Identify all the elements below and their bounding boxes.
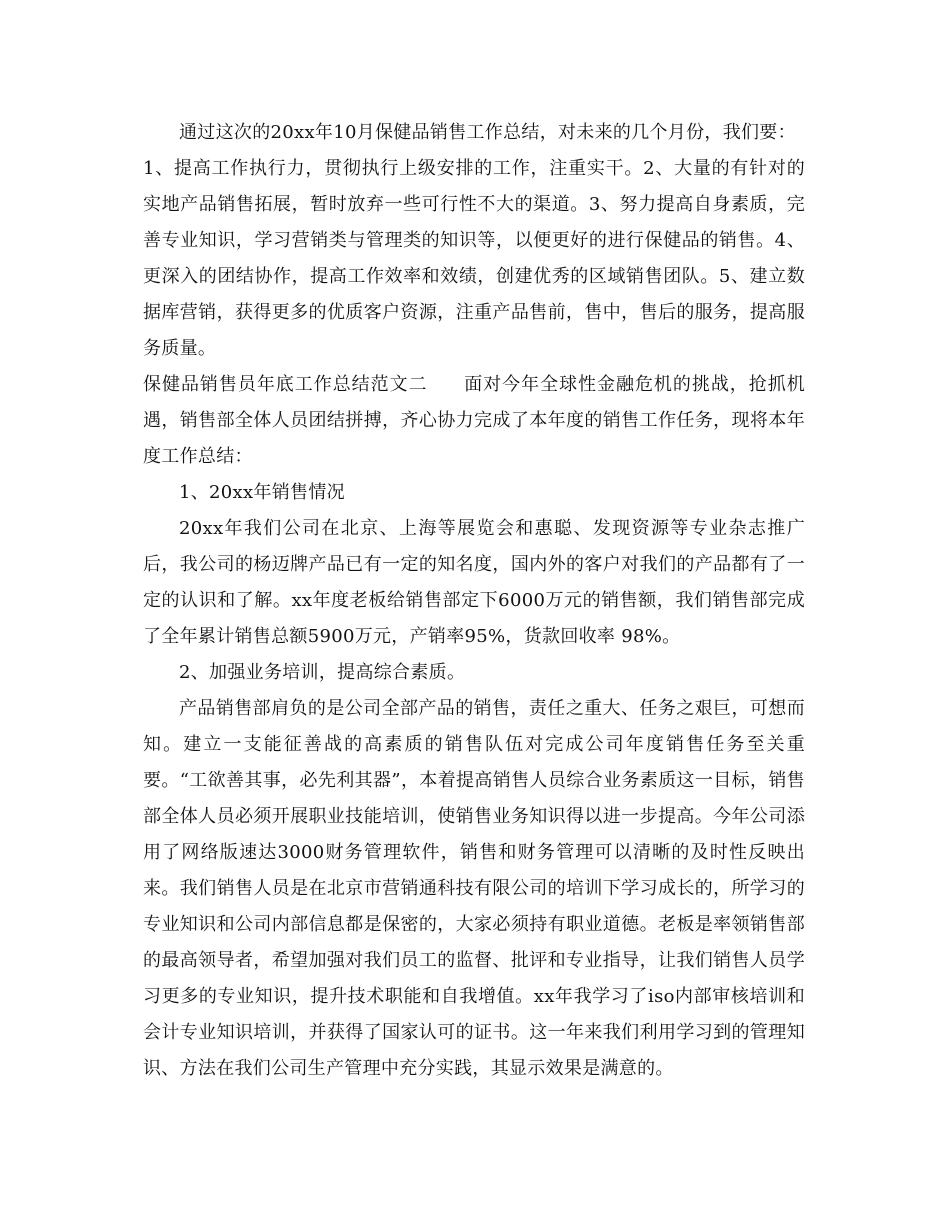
document-body — [143, 115, 805, 1087]
paragraph-section-two — [143, 367, 805, 475]
section-heading: 保健品销售员年底工作总结范文二 — [143, 374, 428, 395]
paragraph-sales: 20xx年我们公司在北京、上海等展览会和惠聪、发现资源等专业杂志推广后，我公司的杨迈牌产品已有一定的知名度，国内外的客户对我们的产品都有了一定的认识和了解。xx年度老板给销售部定下6000万元的销售额，我们销售部完成了全年累计销售总额5900万元，产销率95%，货款回收率 98%。 — [143, 518, 805, 647]
paragraph-plan-list: 1、提高工作执行力，贯彻执行上级安排的工作，注重实干。2、大量的有针对的实地产品销售拓展，暂时放弃一些可行性不大的渠道。3、努力提高自身素质，完善专业知识，学习营销类与管理类的知识等，以便更好的进行保健品的销售。4、更深入的团结协作，提高工作效率和效绩，创建优秀的区域销售团队。5、建立数据库营销，获得更多的优质客户资源，注重产品售前，售中，售后的服务，提高服务质量。 — [143, 158, 805, 359]
paragraph-training: 产品销售部肩负的是公司全部产品的销售，责任之重大、任务之艰巨，可想而知。建立一支能征善战的高素质的销售队伍对完成公司年度销售任务至关重要。“工欲善其事，必先利其器”，本着提高销售人员综合业务素质这一目标，销售部全体人员必须开展职业技能培训，使销售业务知识得以进一步提高。今年公司添用了网络版速达3000财务管理软件，销售和财务管理可以清晰的及时性反映出来。我们销售人员是在北京市营销通科技有限公司的培训下学习成长的，所学习的专业知识和公司内部信息都是保密的，大家必须持有职业道德。老板是率领销售部的最高领导者，希望加强对我们员工的监督、批评和专业指导，让我们销售人员学习更多的专业知识，提升技术职能和自我增值。xx年我学习了iso内部审核培训和会计专业知识培训，并获得了国家认可的证书。这一年来我们利用学习到的管理知识、方法在我们公司生产管理中充分实践，其显示效果是满意的。 — [143, 698, 805, 1079]
subheading-sales: 1、20xx年销售情况 — [179, 482, 345, 503]
subheading-training: 2、加强业务培训，提高综合素质。 — [179, 662, 466, 683]
paragraph-intro: 通过这次的20xx年10月保健品销售工作总结，对未来的几个月份，我们要： — [179, 122, 796, 143]
section-opening-text: 面对今年全球性金融危机的挑战，抢抓机遇，销售部全体人员团结拼搏，齐心协力完成了本年度的销售工作任务，现将本年度工作总结： — [143, 374, 805, 467]
